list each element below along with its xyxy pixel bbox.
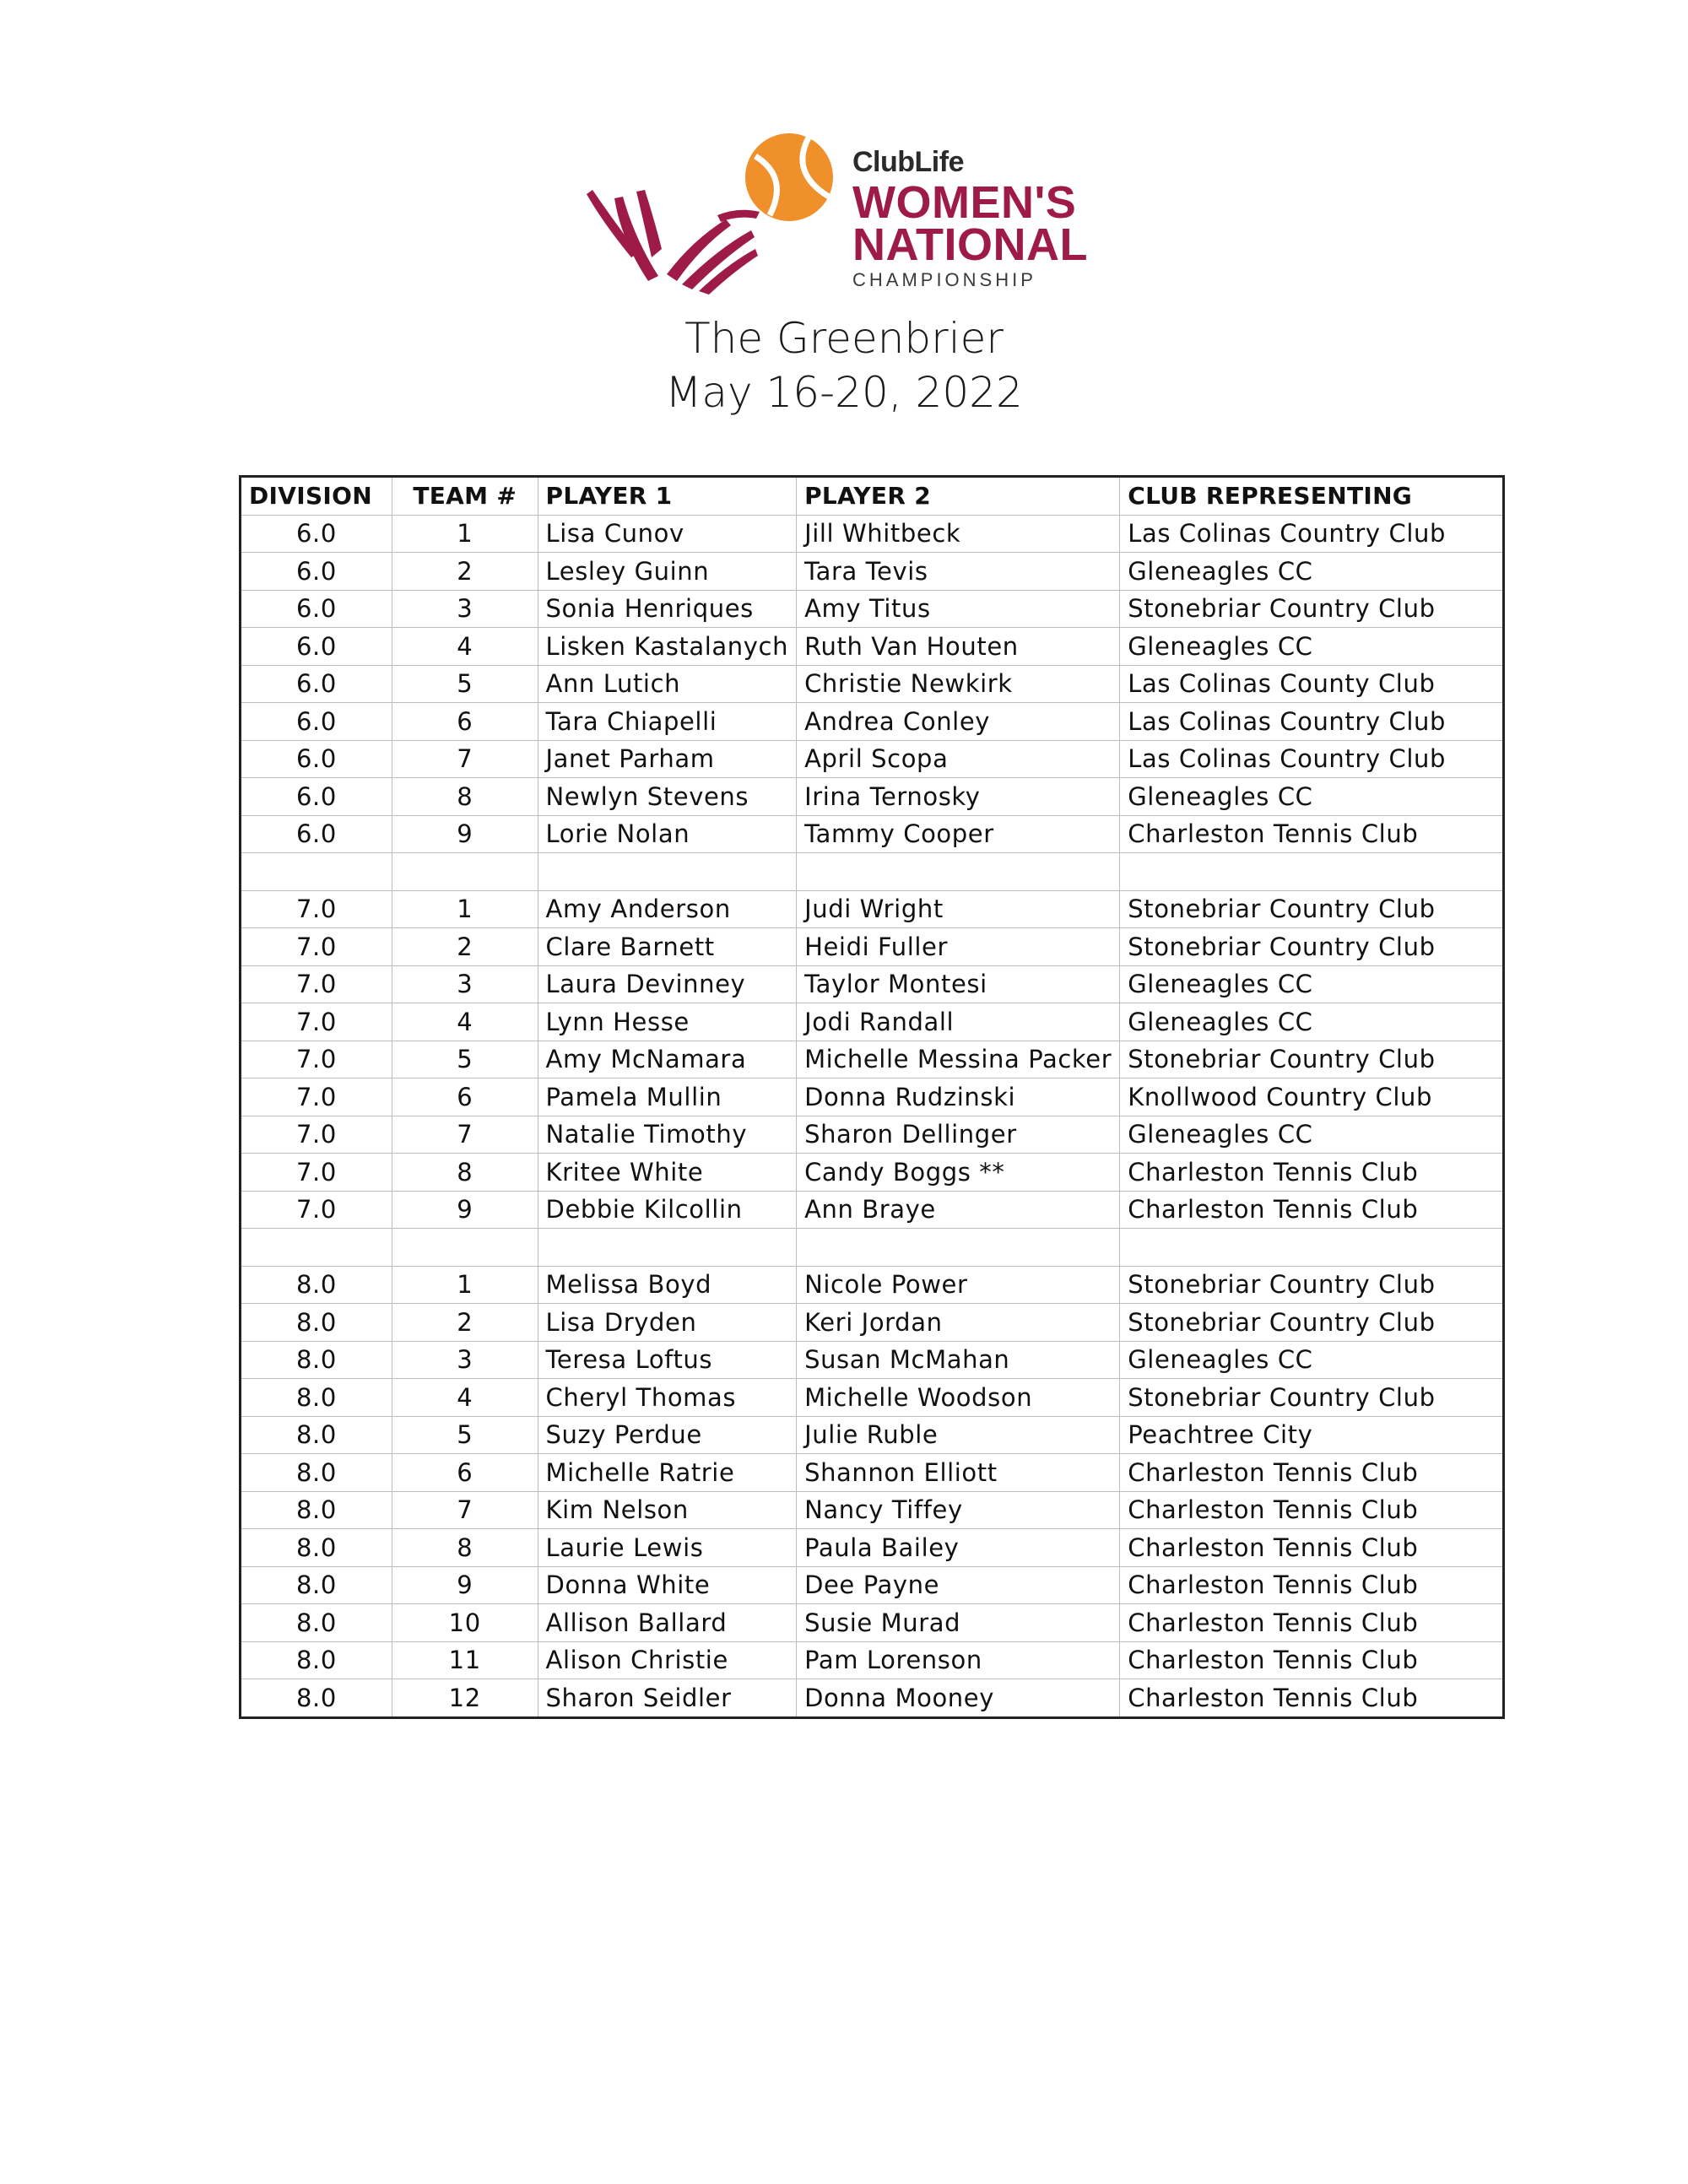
cell-division: 8.0 [241, 1491, 392, 1529]
cell-club: Charleston Tennis Club [1120, 1604, 1504, 1642]
cell-club: Las Colinas County Club [1120, 665, 1504, 703]
cell-player1: Melissa Boyd [538, 1266, 797, 1304]
cell-team: 4 [392, 628, 538, 666]
cell-player1: Amy Anderson [538, 890, 797, 928]
cell-player1: Kritee White [538, 1154, 797, 1192]
cell-division: 6.0 [241, 740, 392, 778]
cell-player2: Taylor Montesi [797, 965, 1120, 1003]
cell-player2: Keri Jordan [797, 1304, 1120, 1342]
cell-club: Charleston Tennis Club [1120, 1191, 1504, 1229]
logo-line-national: NATIONAL [852, 219, 1088, 270]
cell-team: 8 [392, 1529, 538, 1567]
cell-division: 7.0 [241, 1003, 392, 1041]
cell-player1: Amy McNamara [538, 1041, 797, 1078]
cell-club: Charleston Tennis Club [1120, 1529, 1504, 1567]
cell-player2: Michelle Messina Packer [797, 1041, 1120, 1078]
cell-player1: Suzy Perdue [538, 1416, 797, 1454]
cell-club: Knollwood Country Club [1120, 1078, 1504, 1116]
cell-team: 5 [392, 1041, 538, 1078]
table-row [241, 1154, 1504, 1192]
table-row [241, 815, 1504, 853]
cell-club: Gleneagles CC [1120, 965, 1504, 1003]
cell-team: 3 [392, 590, 538, 628]
table-row [241, 1191, 1504, 1229]
table-row [241, 1604, 1504, 1642]
cell-club: Peachtree City [1120, 1416, 1504, 1454]
cell-division: 6.0 [241, 590, 392, 628]
cell-player2: Donna Rudzinski [797, 1078, 1120, 1116]
cell-player2: Christie Newkirk [797, 665, 1120, 703]
cell-player2: Susie Murad [797, 1604, 1120, 1642]
cell-club: Gleneagles CC [1120, 1341, 1504, 1379]
cell-player1 [538, 1229, 797, 1267]
cell-club: Charleston Tennis Club [1120, 1641, 1504, 1679]
tennis-racket-logo-icon [582, 131, 861, 308]
roster-table [239, 475, 1505, 1719]
cell-player1: Ann Lutich [538, 665, 797, 703]
cell-player2: Jodi Randall [797, 1003, 1120, 1041]
cell-club: Stonebriar Country Club [1120, 928, 1504, 966]
table-row [241, 1229, 1504, 1267]
cell-division: 7.0 [241, 1191, 392, 1229]
cell-club: Las Colinas Country Club [1120, 740, 1504, 778]
cell-club: Las Colinas Country Club [1120, 515, 1504, 553]
cell-player2: Heidi Fuller [797, 928, 1120, 966]
cell-player2 [797, 853, 1120, 891]
cell-player2: Ann Braye [797, 1191, 1120, 1229]
table-row [241, 1416, 1504, 1454]
cell-player1: Debbie Kilcollin [538, 1191, 797, 1229]
cell-division: 7.0 [241, 1154, 392, 1192]
cell-team: 4 [392, 1379, 538, 1417]
cell-team: 6 [392, 1078, 538, 1116]
table-row [241, 1491, 1504, 1529]
cell-team: 10 [392, 1604, 538, 1642]
cell-player2: Donna Mooney [797, 1679, 1120, 1718]
cell-club: Gleneagles CC [1120, 778, 1504, 816]
table-row [241, 1454, 1504, 1492]
cell-division: 6.0 [241, 815, 392, 853]
cell-team: 1 [392, 515, 538, 553]
cell-player1: Sharon Seidler [538, 1679, 797, 1718]
header-player2: PLAYER 2 [797, 477, 1120, 516]
cell-player1: Pamela Mullin [538, 1078, 797, 1116]
cell-player1: Michelle Ratrie [538, 1454, 797, 1492]
cell-team: 3 [392, 965, 538, 1003]
cell-team [392, 853, 538, 891]
cell-team: 4 [392, 1003, 538, 1041]
table-row [241, 778, 1504, 816]
cell-player1: Natalie Timothy [538, 1116, 797, 1154]
table-row [241, 965, 1504, 1003]
cell-player1: Lisa Dryden [538, 1304, 797, 1342]
cell-club: Las Colinas Country Club [1120, 703, 1504, 741]
table-row [241, 1641, 1504, 1679]
cell-club: Gleneagles CC [1120, 553, 1504, 591]
table-row [241, 890, 1504, 928]
cell-club: Charleston Tennis Club [1120, 815, 1504, 853]
cell-player2: Irina Ternosky [797, 778, 1120, 816]
cell-player2: Ruth Van Houten [797, 628, 1120, 666]
cell-team: 6 [392, 703, 538, 741]
cell-player2: Amy Titus [797, 590, 1120, 628]
cell-division: 6.0 [241, 553, 392, 591]
cell-division: 8.0 [241, 1454, 392, 1492]
cell-team: 5 [392, 665, 538, 703]
table-row [241, 553, 1504, 591]
cell-division: 7.0 [241, 965, 392, 1003]
cell-team: 7 [392, 1491, 538, 1529]
cell-club: Gleneagles CC [1120, 628, 1504, 666]
cell-team: 2 [392, 1304, 538, 1342]
cell-player1: Laurie Lewis [538, 1529, 797, 1567]
cell-division: 6.0 [241, 778, 392, 816]
cell-division: 8.0 [241, 1416, 392, 1454]
cell-division: 7.0 [241, 1116, 392, 1154]
cell-player1: Lisken Kastalanych [538, 628, 797, 666]
table-row [241, 1266, 1504, 1304]
cell-player1: Donna White [538, 1566, 797, 1604]
cell-player2: Julie Ruble [797, 1416, 1120, 1454]
cell-team: 2 [392, 928, 538, 966]
table-row [241, 1566, 1504, 1604]
cell-player1: Allison Ballard [538, 1604, 797, 1642]
table-row [241, 628, 1504, 666]
cell-division: 8.0 [241, 1679, 392, 1718]
cell-team: 1 [392, 1266, 538, 1304]
cell-player1: Newlyn Stevens [538, 778, 797, 816]
cell-division: 6.0 [241, 515, 392, 553]
cell-player2: Tammy Cooper [797, 815, 1120, 853]
cell-team: 9 [392, 1566, 538, 1604]
cell-division: 7.0 [241, 928, 392, 966]
logo-brand: ClubLife [852, 146, 964, 178]
cell-player1: Kim Nelson [538, 1491, 797, 1529]
table-row [241, 1041, 1504, 1078]
cell-division [241, 853, 392, 891]
header-team: TEAM # [392, 477, 538, 516]
header-club: CLUB REPRESENTING [1120, 477, 1504, 516]
cell-club: Stonebriar Country Club [1120, 590, 1504, 628]
cell-player2: Judi Wright [797, 890, 1120, 928]
event-logo [582, 131, 1123, 308]
cell-player1: Clare Barnett [538, 928, 797, 966]
cell-club: Charleston Tennis Club [1120, 1154, 1504, 1192]
cell-player2: Tara Tevis [797, 553, 1120, 591]
cell-team: 5 [392, 1416, 538, 1454]
cell-club: Stonebriar Country Club [1120, 890, 1504, 928]
cell-player2: April Scopa [797, 740, 1120, 778]
cell-player2: Candy Boggs ** [797, 1154, 1120, 1192]
cell-division: 6.0 [241, 628, 392, 666]
cell-player1: Lynn Hesse [538, 1003, 797, 1041]
cell-player1: Laura Devinney [538, 965, 797, 1003]
cell-player2: Nancy Tiffey [797, 1491, 1120, 1529]
cell-division: 7.0 [241, 1078, 392, 1116]
cell-player2: Andrea Conley [797, 703, 1120, 741]
cell-player1: Sonia Henriques [538, 590, 797, 628]
cell-player1: Janet Parham [538, 740, 797, 778]
cell-player1: Tara Chiapelli [538, 703, 797, 741]
cell-player2 [797, 1229, 1120, 1267]
cell-division: 8.0 [241, 1641, 392, 1679]
cell-division: 8.0 [241, 1266, 392, 1304]
cell-club [1120, 1229, 1504, 1267]
cell-division: 7.0 [241, 890, 392, 928]
cell-player2: Jill Whitbeck [797, 515, 1120, 553]
cell-team: 7 [392, 740, 538, 778]
cell-player2: Dee Payne [797, 1566, 1120, 1604]
table-row [241, 1379, 1504, 1417]
header-player1: PLAYER 1 [538, 477, 797, 516]
cell-club: Charleston Tennis Club [1120, 1491, 1504, 1529]
table-row [241, 703, 1504, 741]
table-row [241, 1304, 1504, 1342]
header-division: DIVISION [241, 477, 392, 516]
cell-division: 8.0 [241, 1604, 392, 1642]
cell-division [241, 1229, 392, 1267]
cell-player1: Cheryl Thomas [538, 1379, 797, 1417]
cell-player2: Sharon Dellinger [797, 1116, 1120, 1154]
cell-division: 6.0 [241, 703, 392, 741]
cell-club: Charleston Tennis Club [1120, 1679, 1504, 1718]
cell-player1: Teresa Loftus [538, 1341, 797, 1379]
cell-player1 [538, 853, 797, 891]
cell-club: Gleneagles CC [1120, 1116, 1504, 1154]
cell-team: 11 [392, 1641, 538, 1679]
cell-team: 9 [392, 1191, 538, 1229]
cell-player2: Shannon Elliott [797, 1454, 1120, 1492]
cell-club: Stonebriar Country Club [1120, 1266, 1504, 1304]
logo-line-championship: CHAMPIONSHIP [852, 269, 1036, 290]
event-dates: May 16-20, 2022 [665, 368, 1023, 417]
table-row [241, 1116, 1504, 1154]
event-venue: The Greenbrier [684, 314, 1004, 363]
table-row [241, 590, 1504, 628]
table-row [241, 665, 1504, 703]
cell-club: Charleston Tennis Club [1120, 1566, 1504, 1604]
cell-player1: Alison Christie [538, 1641, 797, 1679]
header-row [241, 477, 1504, 516]
cell-team: 3 [392, 1341, 538, 1379]
cell-division: 8.0 [241, 1379, 392, 1417]
cell-player1: Lorie Nolan [538, 815, 797, 853]
cell-club: Charleston Tennis Club [1120, 1454, 1504, 1492]
cell-division: 7.0 [241, 1041, 392, 1078]
cell-team: 7 [392, 1116, 538, 1154]
cell-team: 2 [392, 553, 538, 591]
cell-player2: Pam Lorenson [797, 1641, 1120, 1679]
cell-club: Stonebriar Country Club [1120, 1379, 1504, 1417]
table-row [241, 1529, 1504, 1567]
logo-wordmark [852, 148, 1088, 291]
cell-team: 1 [392, 890, 538, 928]
cell-club: Stonebriar Country Club [1120, 1304, 1504, 1342]
cell-team: 12 [392, 1679, 538, 1718]
cell-team: 8 [392, 778, 538, 816]
cell-division: 8.0 [241, 1304, 392, 1342]
cell-team: 8 [392, 1154, 538, 1192]
table-row [241, 1078, 1504, 1116]
table-row [241, 515, 1504, 553]
logo-line-womens: WOMEN'S [852, 177, 1077, 228]
table-row [241, 1003, 1504, 1041]
cell-division: 6.0 [241, 665, 392, 703]
cell-player1: Lisa Cunov [538, 515, 797, 553]
cell-player2: Paula Bailey [797, 1529, 1120, 1567]
cell-player2: Susan McMahan [797, 1341, 1120, 1379]
cell-team [392, 1229, 538, 1267]
cell-division: 8.0 [241, 1529, 392, 1567]
table-row [241, 928, 1504, 966]
cell-club: Stonebriar Country Club [1120, 1041, 1504, 1078]
cell-player1: Lesley Guinn [538, 553, 797, 591]
cell-club: Gleneagles CC [1120, 1003, 1504, 1041]
table-row [241, 1341, 1504, 1379]
table-row [241, 1679, 1504, 1718]
cell-team: 6 [392, 1454, 538, 1492]
cell-team: 9 [392, 815, 538, 853]
cell-division: 8.0 [241, 1566, 392, 1604]
table-row [241, 853, 1504, 891]
cell-player2: Nicole Power [797, 1266, 1120, 1304]
cell-division: 8.0 [241, 1341, 392, 1379]
cell-club [1120, 853, 1504, 891]
table-row [241, 740, 1504, 778]
roster-body [241, 515, 1504, 1717]
cell-player2: Michelle Woodson [797, 1379, 1120, 1417]
